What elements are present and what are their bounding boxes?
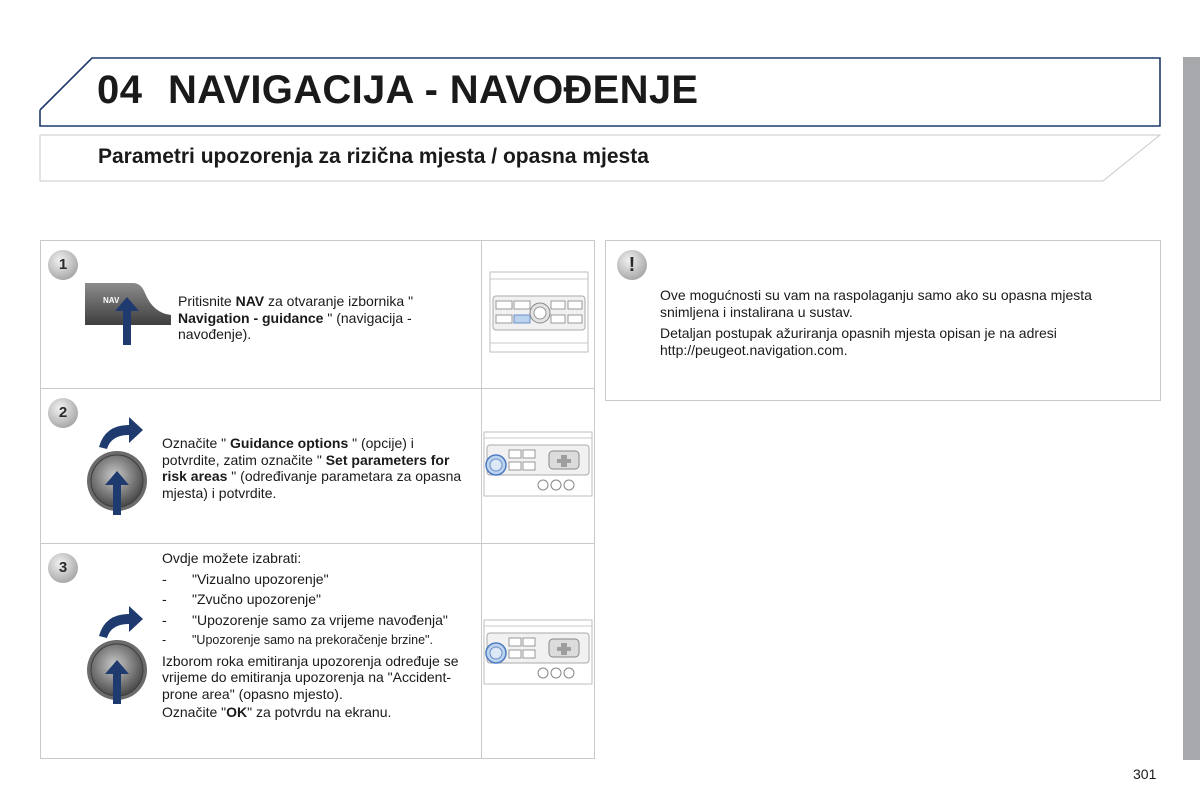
column-divider: [481, 241, 482, 388]
options-intro: Ovdje možete izabrati:: [162, 550, 302, 566]
note-paragraph: Detaljan postupak ažuriranja opasnih mjesta opisan je na adresi http://peugeot.navigation.com.: [660, 325, 1057, 358]
options-list: [162, 571, 480, 649]
step-2-text: Označite " Guidance options " (opcije) i potvrdite, zatim označite " Set parameters for risk areas " (određivanje parametara za opasna mjesta) i potvrdite.: [162, 435, 462, 501]
rotary-knob-turn-press-icon: [83, 604, 155, 706]
radio-knob-illustration: [483, 431, 593, 497]
radio-knob-illustration: [483, 619, 593, 685]
step-3: [41, 544, 594, 758]
list-item: - "Zvučno upozorenje": [162, 591, 322, 607]
note-paragraph: Ove mogućnosti su vam na raspolaganju samo ako su opasna mjesta snimljena i instalirana u sustav.: [660, 287, 1092, 320]
step-badge-number: 2: [58, 404, 68, 421]
chapter-number: 04: [97, 68, 143, 112]
step-3-text: [162, 550, 480, 723]
chapter-side-tab: [1183, 57, 1200, 760]
page-number: 301: [1133, 766, 1157, 782]
nav-button-press-icon: [83, 279, 175, 351]
rotary-knob-turn-press-icon: [83, 415, 155, 517]
chapter-title: NAVIGACIJA - NAVOĐENJE: [168, 68, 699, 112]
step-1-text: Pritisnite NAV za otvaranje izbornika " Navigation - guidance " (navigacija - navođenje).: [178, 293, 414, 342]
step-1: [41, 241, 594, 389]
step-badge-number: 1: [58, 256, 68, 273]
column-divider: [481, 389, 482, 543]
list-item: - "Upozorenje samo na prekoračenje brzine".: [162, 633, 433, 647]
info-note: [605, 240, 1161, 401]
step-2: [41, 389, 594, 544]
list-item: - "Vizualno upozorenje": [162, 570, 329, 587]
section-title: Parametri upozorenja za rizična mjesta / opasna mjesta: [98, 145, 649, 168]
note-badge-symbol: !: [628, 254, 636, 276]
note-text: [660, 287, 1120, 363]
timing-paragraph: Izborom roka emitiranja upozorenja određuje se vrijeme do emitiranja upozorenja na "Accident-prone area" (opasno mjesto).: [162, 652, 459, 702]
radio-panel-illustration: [489, 271, 589, 353]
column-divider: [481, 544, 482, 758]
list-item: - "Upozorenje samo za vrijeme navođenja": [162, 611, 448, 628]
step-badge-number: 3: [58, 559, 68, 576]
nav-button-label: NAV: [103, 296, 120, 305]
steps-panel: [40, 240, 595, 759]
confirm-instruction: Označite "OK" za potvrdu na ekranu.: [162, 704, 392, 720]
